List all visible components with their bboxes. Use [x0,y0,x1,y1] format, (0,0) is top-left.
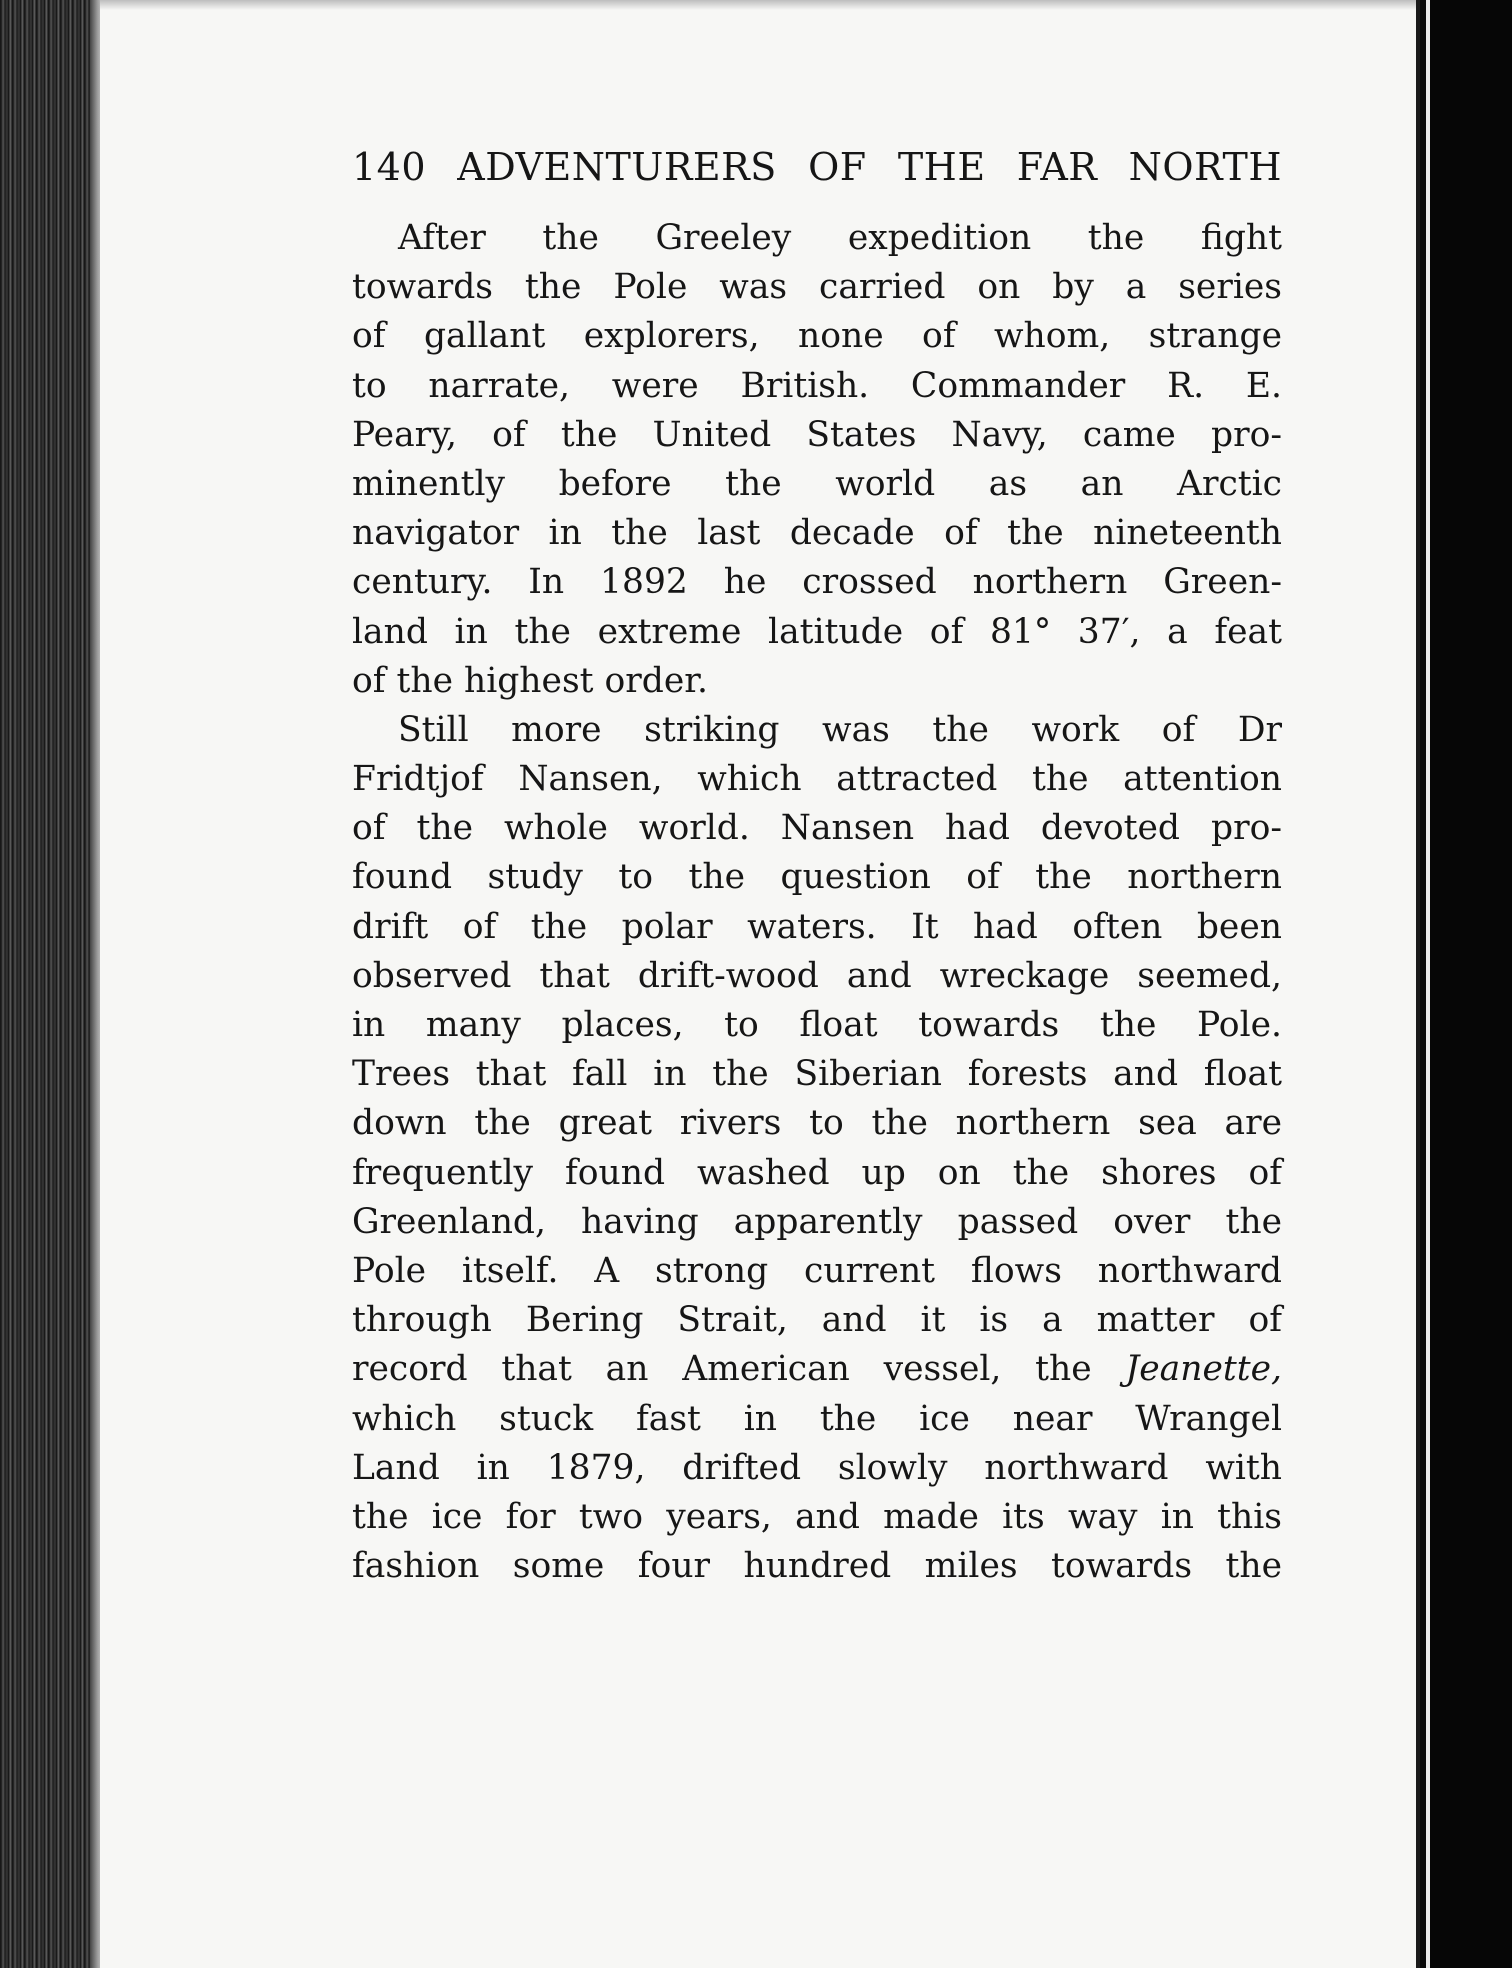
text-line: through Bering Strait, and it is a matter of [352,1300,1282,1341]
text-block [352,138,1282,1591]
text-line: Peary, of the United States Navy, came pro- [352,414,1282,455]
text-line: After the Greeley expedition the fight [398,218,1282,258]
text-line: of gallant explorers, none of whom, strange [352,316,1282,357]
text-line: which stuck fast in the ice near Wrangel [352,1398,1282,1439]
text-line: found study to the question of the northern [352,857,1282,898]
text-line: in many places, to float towards the Pole. [352,1005,1282,1045]
text-line: observed that drift-wood and wreckage seemed, [352,955,1282,996]
running-head [352,138,1282,196]
running-title: ADVENTURERS OF THE FAR NORTH [457,145,1282,189]
text-line: Land in 1879, drifted slowly northward with [352,1447,1282,1488]
facing-page-edge [1420,0,1512,1968]
text-line-with-ship-name [352,1345,1282,1394]
page-number: 140 [352,145,427,189]
text-line: navigator in the last decade of the nineteenth [352,513,1282,554]
text-line: of the highest order. [352,660,708,701]
text-segment: record that an American vessel, the [352,1349,1126,1390]
text-line: Still more striking was the work of Dr [398,709,1282,750]
text-line: down the great rivers to the northern sea are [352,1103,1282,1144]
text-line: to narrate, were British. Commander R. E. [352,365,1282,406]
text-line: the ice for two years, and made its way in this [352,1496,1282,1537]
text-line: frequently found washed up on the shores of [352,1152,1282,1193]
book-spine-edge [0,0,108,1968]
facing-page-sliver [1426,0,1430,1968]
text-line: Pole itself. A strong current flows northward [352,1250,1282,1291]
text-line: Fridtjof Nansen, which attracted the attention [352,759,1282,800]
page-top-shadow [100,0,1420,10]
text-line: of the whole world. Nansen had devoted pro- [352,808,1282,849]
text-line: Greenland, having apparently passed over the [352,1201,1282,1242]
text-line: minently before the world as an Arctic [352,463,1282,504]
text-line: towards the Pole was carried on by a series [352,267,1282,308]
text-line: fashion some four hundred miles towards the [352,1546,1282,1587]
paragraph-1 [352,214,1282,706]
text-line: Trees that fall in the Siberian forests and float [352,1054,1282,1095]
text-line: land in the extreme latitude of 81° 37′, a feat [352,611,1282,652]
ship-name-italic: Jeanette, [1125,1349,1282,1390]
text-line: century. In 1892 he crossed northern Green- [352,562,1282,603]
paragraph-2 [352,706,1282,1591]
text-line: drift of the polar waters. It had often been [352,906,1282,947]
